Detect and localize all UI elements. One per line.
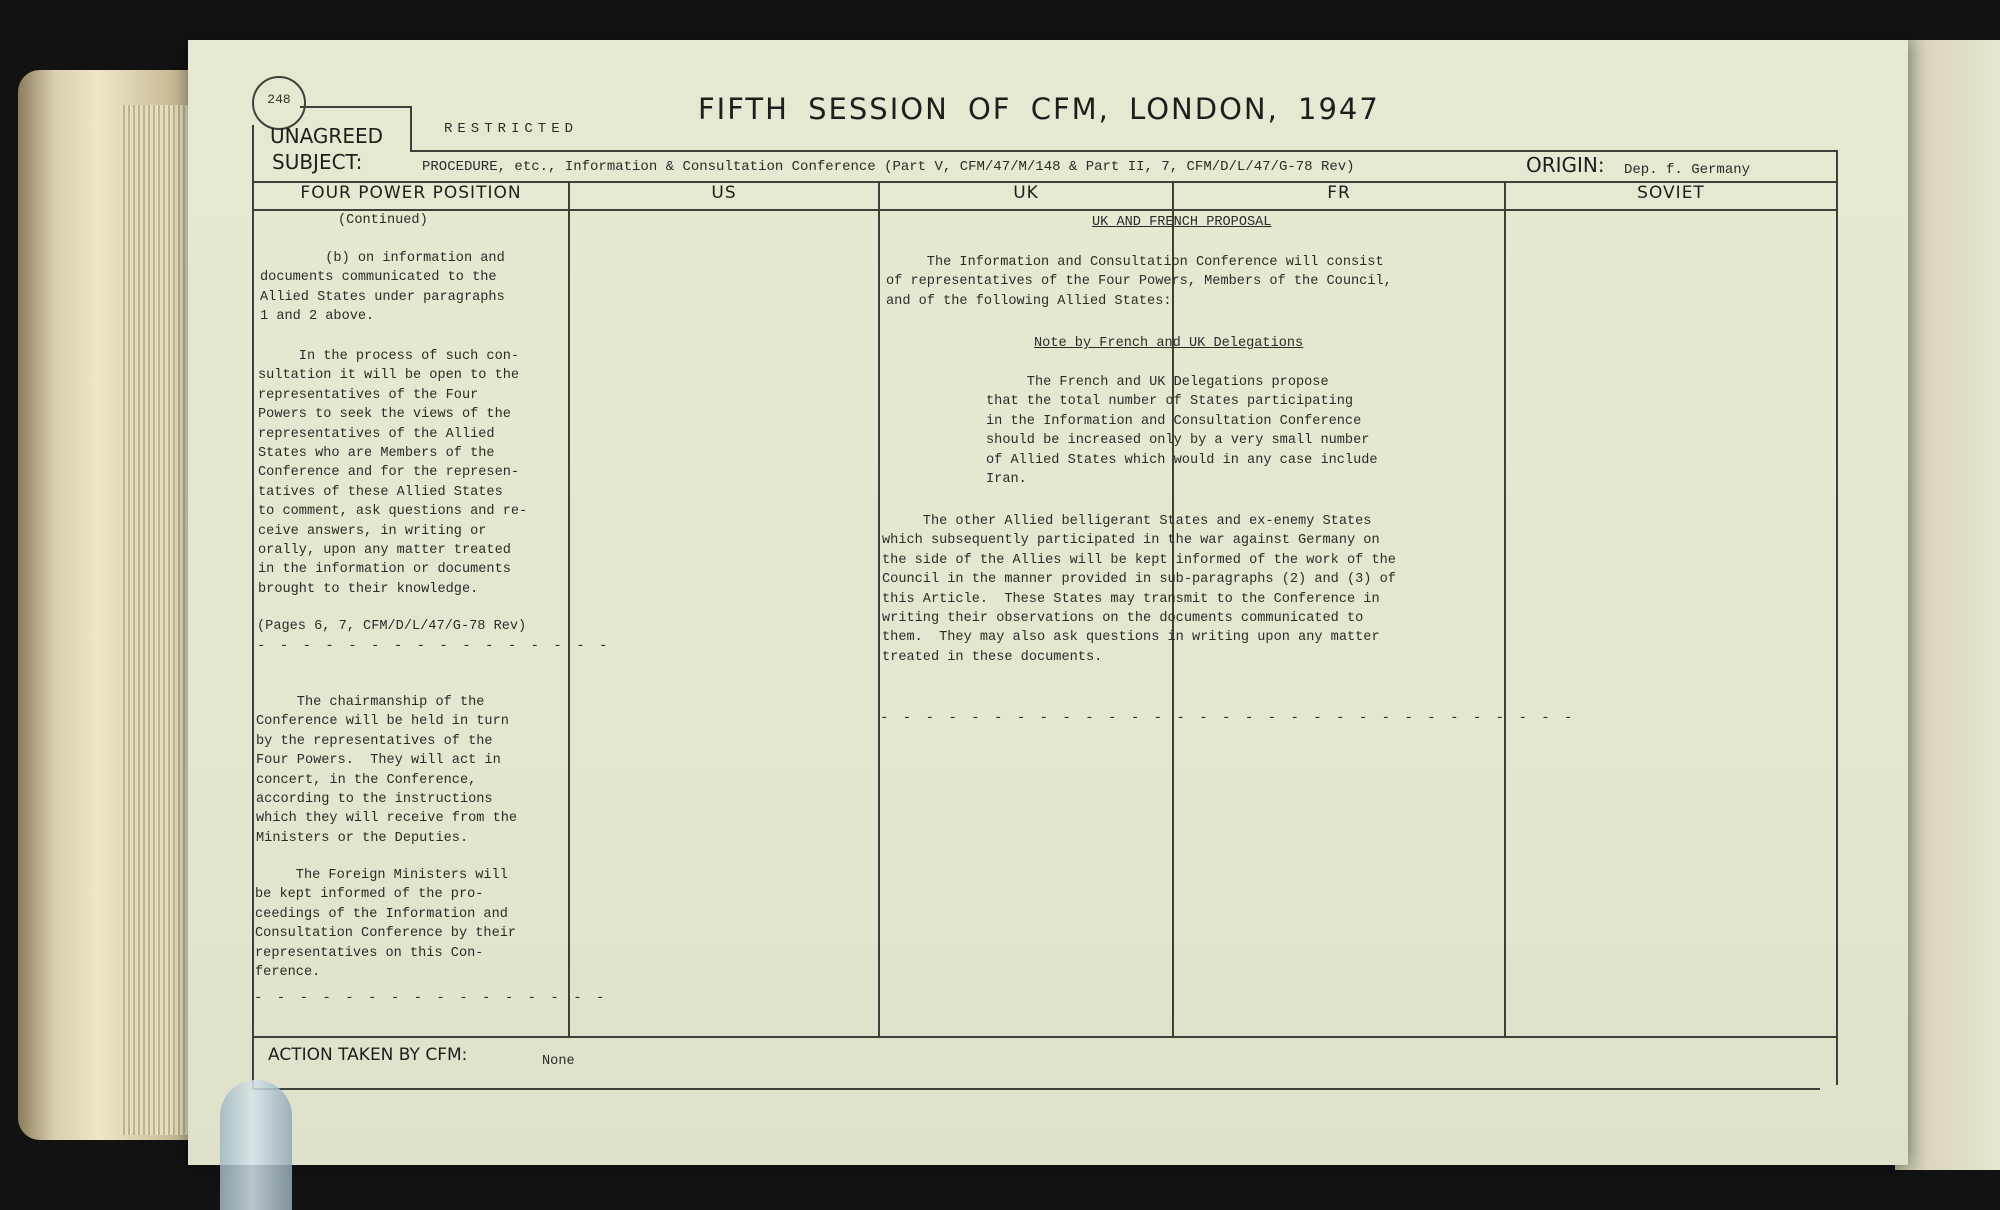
paragraph-chairmanship: The chairmanship of the Conference will be held in turn by the representatives of the Four Powers. They will act in concert, in the Conference, according to the instructions which they will receive from the Ministers or the Deputies. [256, 695, 518, 846]
table-left-border [252, 125, 254, 1090]
body-bottom-border [252, 1036, 1838, 1038]
column-header-uk: UK [1013, 183, 1039, 203]
origin-text: Dep. f. Germany [1624, 162, 1751, 178]
continued-label: (Continued) [338, 213, 428, 228]
separator-dashes: - - - - - - - - - - - - - - - - - - - - - - - - - - - - - - - [880, 710, 1576, 726]
column-header-four-power: FOUR POWER POSITION [300, 183, 522, 203]
document-title: FIFTH SESSION OF CFM, LONDON, 1947 [698, 92, 1380, 126]
book-page-stack [120, 105, 190, 1135]
note-heading: Note by French and UK Delegations [1034, 336, 1304, 351]
classification-stamp: RESTRICTED [444, 121, 579, 137]
column-header-fr: FR [1327, 183, 1351, 203]
page-number: 248 [252, 76, 306, 130]
subject-label: SUBJECT: [272, 150, 363, 174]
action-taken-label: ACTION TAKEN BY CFM: [268, 1045, 468, 1065]
facing-page [1895, 40, 2000, 1170]
paragraph-foreign-ministers: The Foreign Ministers will be kept informed of the pro- ceedings of the Information and Consultation Conference by their representatives on this Con- ference. [255, 868, 517, 981]
separator-dashes: - - - - - - - - - - - - - - - - [254, 990, 608, 1006]
paragraph-consultation-process: In the process of such con- sultation it will be open to the representatives of the Four Powers to seek the views of the representatives of the Allied States who are Members of the Conference and for the represen- tatives of these Allied States to comment, ask questions and re- ceive answers, in writing or orally, upon any matter treated in the information or documents brought to their knowledge. [258, 349, 528, 597]
origin-label: ORIGIN: [1526, 153, 1605, 177]
title-box-top [300, 106, 412, 108]
divider-fourpower-us [568, 181, 570, 1037]
action-taken-value: None [542, 1054, 575, 1069]
separator-dashes: - - - - - - - - - - - - - - - - [257, 638, 611, 654]
pages-reference: (Pages 6, 7, CFM/D/L/47/G-78 Rev) [257, 619, 527, 634]
divider-fr-soviet [1504, 181, 1506, 1037]
top-table-border [410, 150, 1838, 152]
column-header-bottom-border [252, 209, 1838, 211]
column-header-us: US [711, 183, 737, 203]
bookmark-ribbon [220, 1080, 292, 1210]
action-bottom-border [252, 1088, 1820, 1090]
uk-fr-proposal-heading: UK AND FRENCH PROPOSAL [1092, 215, 1272, 230]
title-box-side [410, 106, 412, 152]
column-header-soviet: SOVIET [1637, 183, 1705, 203]
paragraph-conference-composition: The Information and Consultation Conference will consist of representatives of the Four Powers, Members of the Council, and of the following Allied States: [886, 255, 1392, 309]
paragraph-b: (b) on information and documents communicated to the Allied States under paragraphs 1 and 2 above. [260, 251, 505, 325]
subject-text: PROCEDURE, etc., Information & Consultation Conference (Part V, CFM/47/M/148 & Part II, 7, CFM/D/L/47/G-78 Rev) [422, 159, 1355, 175]
unagreed-label: UNAGREED [270, 124, 383, 148]
note-text: The French and UK Delegations propose that the total number of States participating in the Information and Consultation Conference should be increased only by a very small number of Allied States which would in any case include Iran. [986, 375, 1378, 488]
paragraph-other-allied-states: The other Allied belligerant States and ex-enemy States which subsequently participated in the war against Germany on the side of the Allies will be kept informed of the work of the Council in the manner provided in sub-paragraphs (2) and (3) of this Article. These States may transmit to the Conference in writing their observations on the documents communicated to them. They may also ask questions in writing upon any matter treated in these documents. [882, 514, 1396, 665]
divider-us-uk [878, 181, 880, 1037]
table-right-border [1836, 150, 1838, 1085]
